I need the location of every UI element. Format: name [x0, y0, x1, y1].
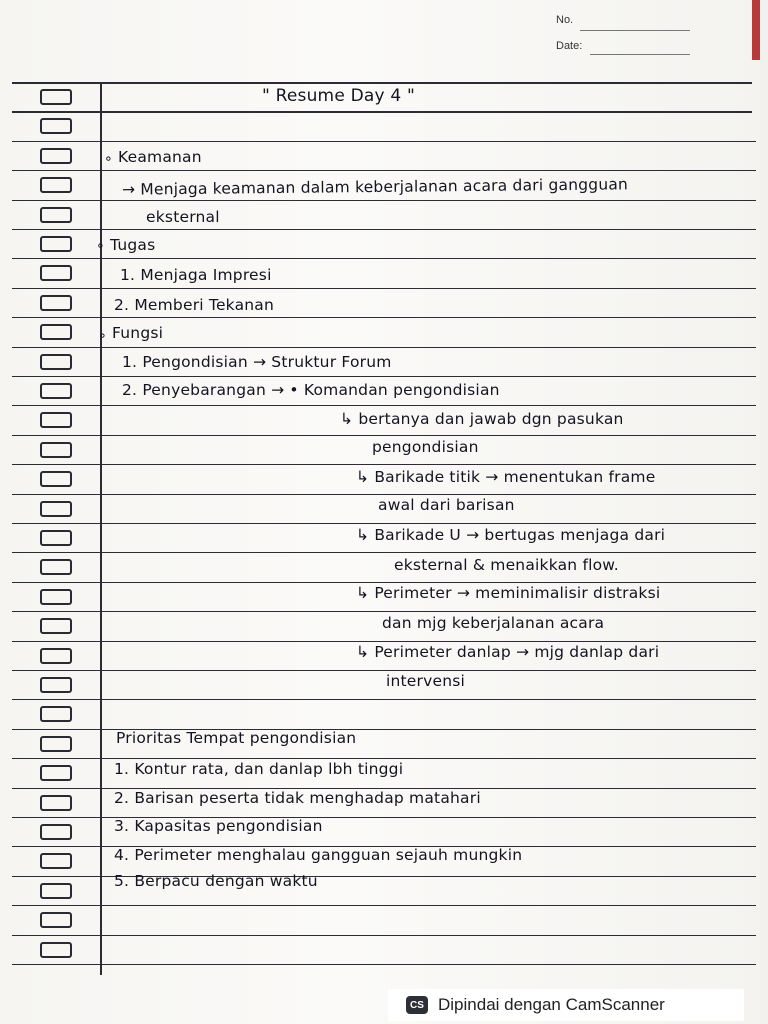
ruled-line [12, 641, 756, 642]
margin-checkbox [40, 265, 72, 281]
note-line: intervensi [386, 672, 466, 690]
margin-checkbox [40, 883, 72, 899]
camscanner-logo-icon: CS [406, 996, 428, 1014]
no-label: No. [556, 14, 574, 26]
note-line: dan mjg keberjalanan acara [382, 614, 605, 632]
note-line: eksternal & menaikkan flow. [394, 556, 619, 574]
ruled-line [12, 288, 756, 289]
margin-checkbox [40, 412, 72, 428]
margin-checkbox [40, 912, 72, 928]
heading-fungsi: Fungsi [112, 324, 164, 342]
note-line: awal dari barisan [378, 496, 515, 514]
ruled-line [12, 141, 756, 142]
ruled-line [12, 670, 756, 671]
note-line: ↳ bertanya dan jawab dgn pasukan [340, 410, 624, 428]
note-line: 5. Berpacu dengan waktu [114, 872, 318, 890]
ruled-line [12, 582, 756, 583]
ruled-line [12, 82, 752, 84]
ruled-line [12, 405, 756, 406]
date-line [590, 54, 690, 55]
ruled-line [12, 435, 756, 436]
note-line: 2. Barisan peserta tidak menghadap matahari [114, 789, 481, 807]
camscanner-watermark [388, 989, 744, 1021]
note-line: 2. Memberi Tekanan [114, 296, 275, 314]
note-line: 2. Penyebarangan → • Komandan pengondisian [122, 381, 500, 399]
ruled-line [12, 523, 756, 524]
note-line: 1. Menjaga Impresi [120, 266, 272, 284]
note-line: pengondisian [372, 438, 479, 456]
margin-checkbox [40, 736, 72, 752]
ruled-line [12, 964, 756, 965]
ruled-line [12, 229, 756, 230]
ruled-line [12, 258, 756, 259]
no-line [580, 30, 690, 31]
margin-checkbox [40, 853, 72, 869]
page-edge [752, 0, 760, 60]
heading-prioritas: Prioritas Tempat pengondisian [116, 729, 357, 747]
ruled-line [12, 611, 756, 612]
ruled-line [12, 552, 756, 553]
margin-checkbox [40, 942, 72, 958]
note-line: 4. Perimeter menghalau gangguan sejauh mungkin [114, 846, 523, 864]
ruled-line [12, 347, 756, 348]
ruled-line [12, 170, 756, 171]
margin-checkbox [40, 236, 72, 252]
margin-checkbox [40, 559, 72, 575]
bullet-icon: ∘ [104, 151, 113, 167]
margin-line [100, 82, 102, 975]
margin-checkbox [40, 501, 72, 517]
note-line: ↳ Perimeter danlap → mjg danlap dari [356, 643, 660, 661]
ruled-line [12, 464, 756, 465]
margin-checkbox [40, 295, 72, 311]
margin-checkbox [40, 89, 72, 105]
ruled-line [12, 905, 756, 906]
ruled-line [12, 200, 756, 201]
margin-checkbox [40, 383, 72, 399]
margin-checkbox [40, 324, 72, 340]
note-line: ↳ Perimeter → meminimalisir distraksi [356, 584, 661, 602]
margin-checkbox [40, 618, 72, 634]
margin-checkbox [40, 530, 72, 546]
margin-checkbox [40, 706, 72, 722]
margin-checkbox [40, 354, 72, 370]
camscanner-text: Dipindai dengan CamScanner [438, 995, 665, 1014]
note-line: ↳ Barikade titik → menentukan frame [356, 468, 656, 486]
margin-checkbox [40, 118, 72, 134]
margin-checkbox [40, 765, 72, 781]
ruled-line [12, 699, 756, 700]
margin-checkbox [40, 207, 72, 223]
note-line: 1. Pengondisian → Struktur Forum [122, 353, 392, 371]
margin-checkbox [40, 677, 72, 693]
bullet-icon: ∘ [98, 328, 107, 344]
ruled-line [12, 935, 756, 936]
margin-checkbox [40, 795, 72, 811]
date-label: Date: [556, 40, 583, 52]
note-line: 1. Kontur rata, dan danlap lbh tinggi [114, 760, 404, 778]
ruled-line [12, 317, 756, 318]
margin-checkbox [40, 177, 72, 193]
margin-checkbox [40, 824, 72, 840]
ruled-line [12, 111, 752, 113]
page-title: " Resume Day 4 " [262, 86, 415, 106]
heading-tugas: Tugas [110, 236, 156, 254]
margin-checkbox [40, 471, 72, 487]
margin-checkbox [40, 442, 72, 458]
ruled-line [12, 376, 756, 377]
ruled-line [12, 494, 756, 495]
margin-checkbox [40, 648, 72, 664]
heading-keamanan: Keamanan [118, 148, 202, 166]
note-line: 3. Kapasitas pengondisian [114, 817, 323, 835]
margin-checkbox [40, 148, 72, 164]
bullet-icon: ∘ [96, 238, 105, 254]
margin-checkbox [40, 589, 72, 605]
note-line: ↳ Barikade U → bertugas menjaga dari [356, 526, 666, 544]
ruled-line [12, 758, 756, 759]
note-line: → Menjaga keamanan dalam keberjalanan acara dari gangguan [121, 175, 629, 199]
note-line: eksternal [146, 208, 220, 226]
